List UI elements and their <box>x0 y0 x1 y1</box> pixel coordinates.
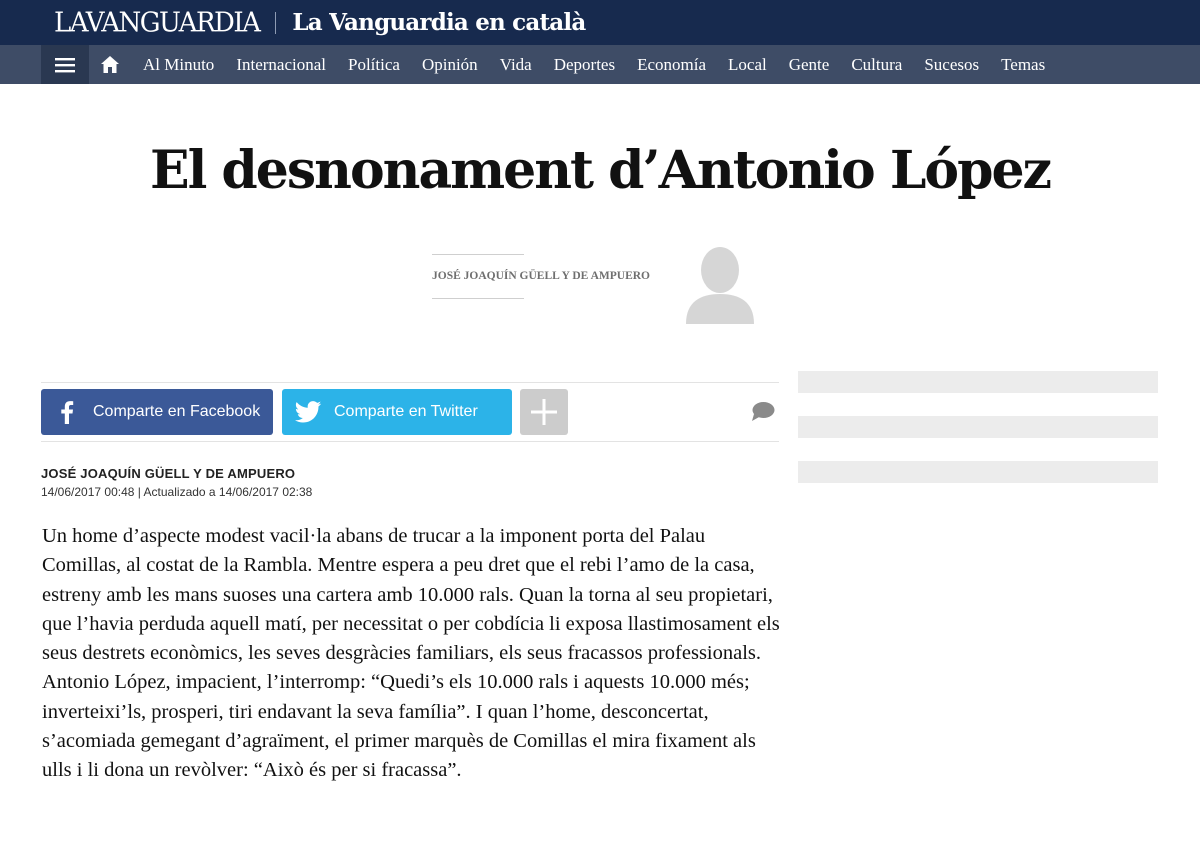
nav-item-local[interactable]: Local <box>728 54 767 74</box>
share-twitter-label: Comparte en Twitter <box>334 403 478 420</box>
nav-item-al-minuto[interactable]: Al Minuto <box>143 54 215 74</box>
nav-item-politica[interactable]: Política <box>348 54 400 74</box>
article-dates: 14/06/2017 00:48 | Actualizado a 14/06/2017 02:38 <box>41 485 313 499</box>
brand-bar <box>0 0 1200 45</box>
home-icon <box>101 56 119 73</box>
byline-divider-top <box>432 254 524 255</box>
comment-icon[interactable] <box>751 401 775 423</box>
byline-author-link[interactable]: JOSÉ JOAQUÍN GÜELL Y DE AMPUERO <box>432 270 650 282</box>
share-bar <box>41 382 779 442</box>
nav-item-economia[interactable]: Economía <box>637 54 707 74</box>
article-body-paragraph: Un home d’aspecte modest vacil·la abans de trucar a la imponent porta del Palau Comillas, al costat de la Rambla. Mentre espera a peu dret que el rebi l’amo de la casa, estreny amb les mans suoses una cartera amb 10.000 rals. Quan la torna al seu propietari, que l’havia perduda aquell matí, per necessitat o per cobdícia li exposa llastimosament els seus destrets econòmics, les seves desgràcies familiars, els seus fracassos professionals. Antonio López, impacient, l’interromp: “Quedi’s els 10.000 rals i aquests 10.000 més; inverteixi’ls, prosperi, tiri endavant la seva família”. I quan l’home, desconcertat, s’acomiada gemegant d’agraïment, el primer marquès de Comillas el mira fixament als ulls i li dona un revòlver: “Això és per si fracassa”. <box>42 525 780 782</box>
nav-item-opinion[interactable]: Opinión <box>421 54 478 74</box>
twitter-icon <box>282 401 334 423</box>
nav-item-gente[interactable]: Gente <box>788 54 830 74</box>
byline-block <box>420 254 670 299</box>
sidebar-placeholder-2 <box>798 416 1158 438</box>
hamburger-menu-icon <box>55 57 75 73</box>
nav-item-cultura[interactable]: Cultura <box>851 54 903 74</box>
share-twitter-button[interactable] <box>282 389 512 435</box>
share-facebook-button[interactable] <box>41 389 273 435</box>
share-facebook-label: Comparte en Facebook <box>93 403 261 420</box>
share-more-button[interactable] <box>520 389 568 435</box>
byline-divider-bottom <box>432 298 524 299</box>
nav-item-deportes[interactable]: Deportes <box>553 54 616 74</box>
plus-icon <box>531 399 557 425</box>
nav-item-sucesos[interactable]: Sucesos <box>924 54 980 74</box>
article-title: El desnonament d’Antonio López <box>149 140 1051 201</box>
nav-items <box>143 55 1067 75</box>
sidebar-placeholder-3 <box>798 461 1158 483</box>
author-avatar-icon <box>684 240 756 324</box>
menu-button[interactable] <box>41 45 89 84</box>
home-button[interactable] <box>89 45 131 84</box>
nav-item-internacional[interactable]: Internacional <box>236 54 326 74</box>
brand-divider <box>275 12 276 34</box>
nav-item-temas[interactable]: Temas <box>1001 54 1046 74</box>
main-nav <box>0 45 1200 84</box>
sidebar-placeholder-1 <box>798 371 1158 393</box>
facebook-icon <box>41 400 93 424</box>
article-author-link[interactable]: JOSÉ JOAQUÍN GÜELL Y DE AMPUERO <box>41 466 296 481</box>
site-logo[interactable]: LAVANGUARDIA <box>54 6 260 39</box>
catala-edition-link[interactable]: La Vanguardia en català <box>292 9 586 36</box>
nav-item-vida[interactable]: Vida <box>499 54 532 74</box>
